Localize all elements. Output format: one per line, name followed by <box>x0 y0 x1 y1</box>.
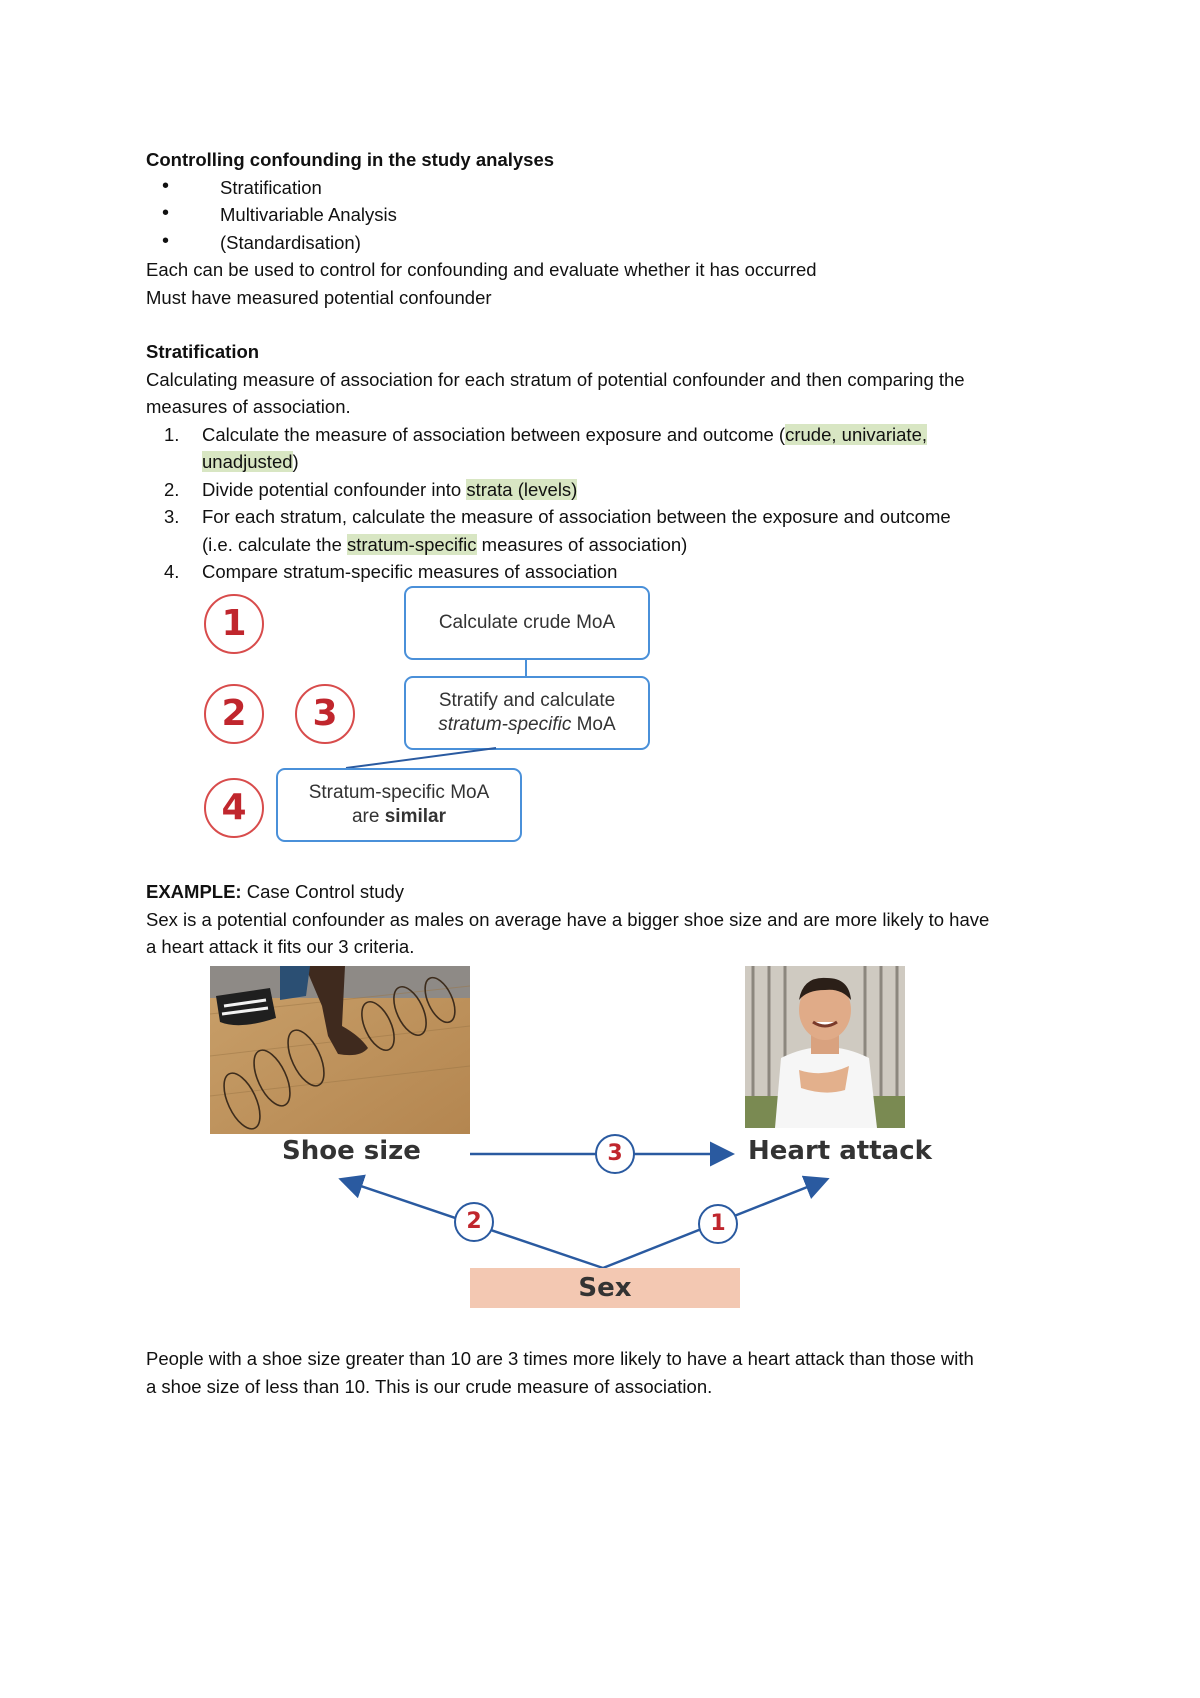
step-number: 3. <box>164 506 180 527</box>
step-circle-1: 1 <box>204 594 264 654</box>
paragraph-line: a heart attack it fits our 3 criteria. <box>146 936 415 957</box>
step-circle-3: 3 <box>295 684 355 744</box>
exposure-label: Shoe size <box>282 1136 421 1166</box>
box-label: Calculate crude MoA <box>438 612 616 633</box>
list-item <box>146 558 1076 586</box>
step-number: 2. <box>164 478 180 500</box>
step-text: Compare stratum-specific measures of association <box>202 561 618 582</box>
paragraph-line: Each can be used to control for confounding and evaluate whether it has occurred <box>146 259 817 280</box>
highlight-text: unadjusted <box>202 451 293 472</box>
methods-list <box>146 174 1076 257</box>
outcome-label: Heart attack <box>748 1136 932 1166</box>
step-text: ) <box>292 451 299 472</box>
highlight-text: stratum-specific <box>347 533 477 555</box>
step-text: Calculate the measure of association between exposure and outcome ( <box>202 423 786 445</box>
list-item: • Stratification <box>146 174 1076 202</box>
paragraph-line: measures of association. <box>146 396 351 417</box>
box-label: stratum-specific MoA <box>438 714 616 735</box>
step-text: measures of association) <box>476 533 688 555</box>
confounder-box: Sex <box>470 1268 740 1308</box>
list-item: • (Standardisation) <box>146 229 1076 257</box>
section-heading: Controlling confounding in the study analyses <box>146 149 555 170</box>
stratification-flowchart <box>196 584 676 854</box>
step-number: 1. <box>164 423 180 445</box>
highlight-text: crude, univariate, <box>785 423 928 445</box>
step-text: (i.e. calculate the <box>202 533 347 555</box>
box-label: Stratify and calculate <box>438 690 616 711</box>
box-label: are similar <box>351 806 446 827</box>
paragraph-line: Calculating measure of association for each stratum of potential confounder and then comparing the <box>146 368 965 390</box>
paragraph-line: a shoe size of less than 10. This is our crude measure of association. <box>146 1375 713 1397</box>
paragraph-line: Sex is a potential confounder as males on average have a bigger shoe size and are more likely to have <box>146 908 990 930</box>
arrow-label-2: 2 <box>454 1202 494 1242</box>
step-text: Divide potential confounder into <box>202 478 467 500</box>
arrow-label-1: 1 <box>698 1204 738 1244</box>
connector-line <box>346 748 496 768</box>
list-item <box>146 476 1076 504</box>
arrow-label-3: 3 <box>595 1134 635 1174</box>
steps-list <box>146 421 1076 586</box>
step-number: 4. <box>164 561 180 582</box>
paragraph-line: People with a shoe size greater than 10 are 3 times more likely to have a heart attack than those with <box>146 1348 974 1369</box>
step-text: For each stratum, calculate the measure of association between the exposure and outcome <box>202 506 951 527</box>
example-section <box>146 878 1076 961</box>
example-heading: EXAMPLE: Case Control study <box>146 881 405 902</box>
highlight-text: strata (levels) <box>466 478 578 500</box>
list-item <box>146 421 1076 476</box>
box-label: Stratum-specific MoA <box>308 782 490 803</box>
list-item <box>146 503 1076 558</box>
confounding-diagram <box>200 966 932 1326</box>
document-body <box>146 146 1076 586</box>
paragraph-line: Must have measured potential confounder <box>146 286 492 308</box>
step-circle-2: 2 <box>204 684 264 744</box>
list-item: • Multivariable Analysis <box>146 201 1076 229</box>
conclusion-paragraph <box>146 1345 1076 1400</box>
similar-moa-box <box>276 768 522 842</box>
step-circle-4: 4 <box>204 778 264 838</box>
section-heading: Stratification <box>146 341 260 362</box>
